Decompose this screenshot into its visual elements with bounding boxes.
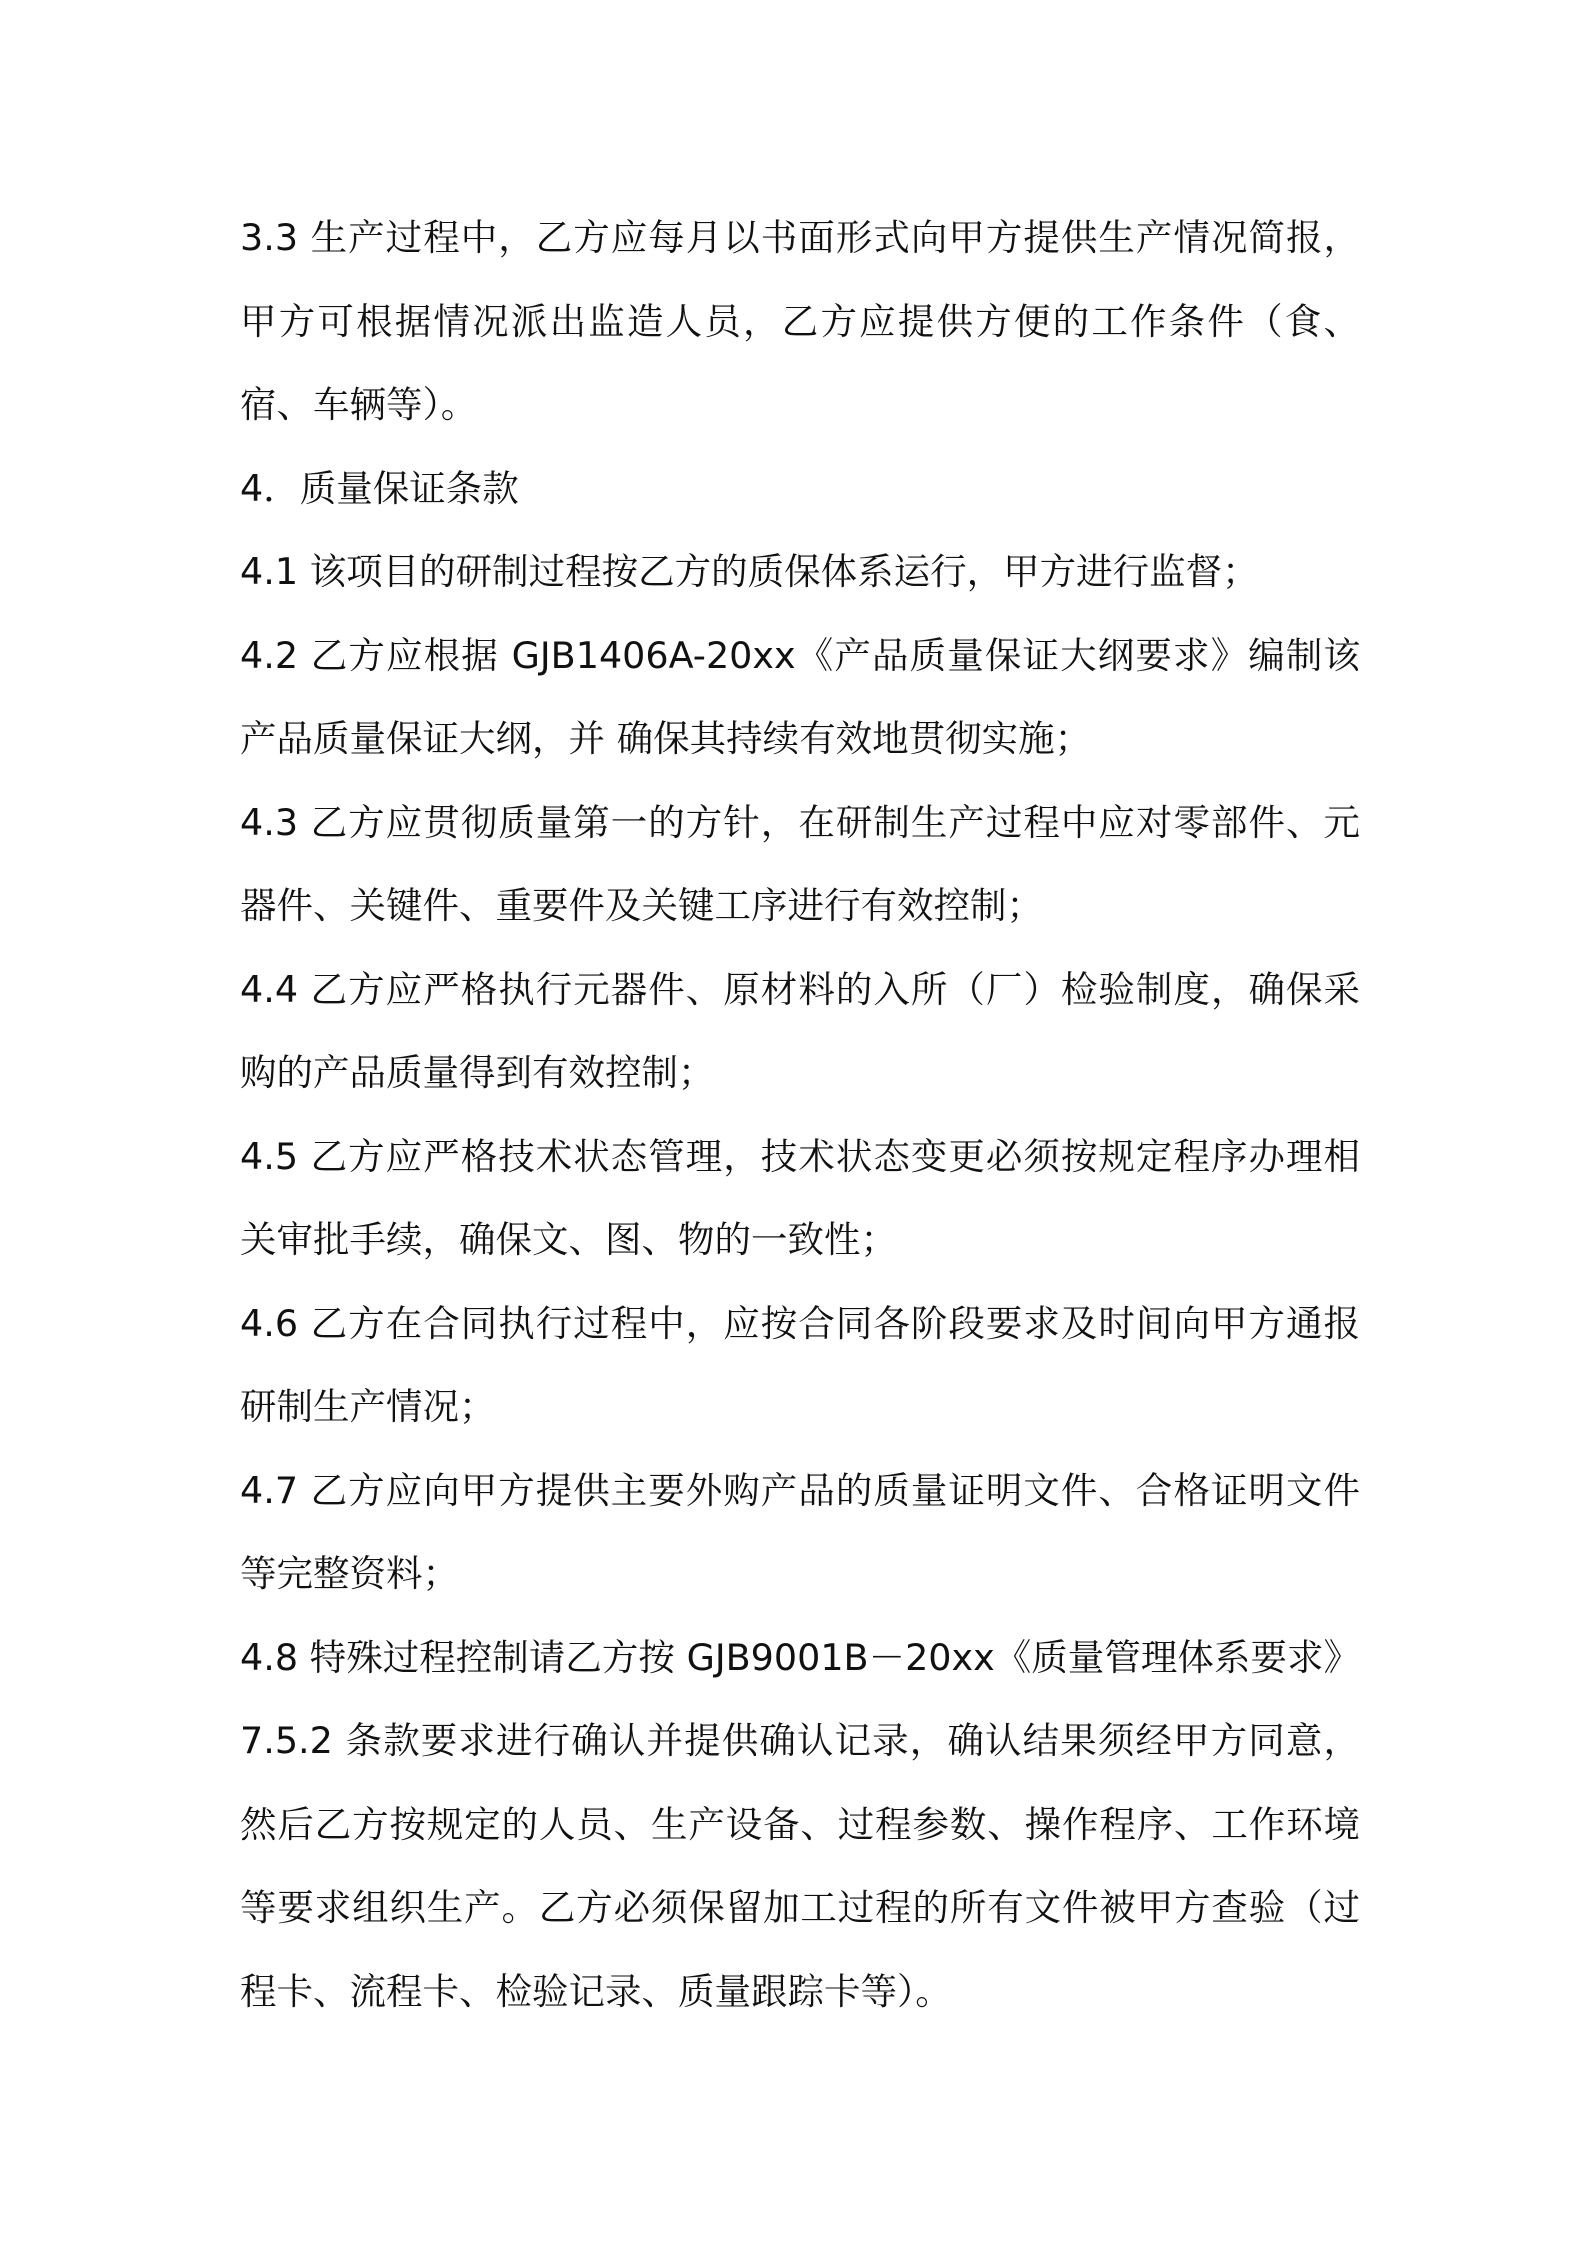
paragraph-3-3: 3.3 生产过程中，乙方应每月以书面形式向甲方提供生产情况简报，甲方可根据情况派出监造人员，乙方应提供方便的工作条件（食、宿、车辆等）。 bbox=[240, 216, 1360, 426]
paragraph-4-6: 4.6 乙方在合同执行过程中，应按合同各阶段要求及时间向甲方通报研制生产情况； bbox=[240, 1301, 1360, 1428]
paragraph-4-1: 4.1 该项目的研制过程按乙方的质保体系运行，甲方进行监督； bbox=[240, 550, 1259, 593]
document-body bbox=[240, 196, 1360, 2033]
paragraph-4-4: 4.4 乙方应严格执行元器件、原材料的入所（厂）检验制度，确保采购的产品质量得到有效控制； bbox=[240, 967, 1360, 1094]
paragraph-4-5: 4.5 乙方应严格技术状态管理，技术状态变更必须按规定程序办理相关审批手续，确保文、图、物的一致性； bbox=[240, 1134, 1360, 1261]
paragraph-4-3: 4.3 乙方应贯彻质量第一的方针，在研制生产过程中应对零部件、元器件、关键件、重要件及关键工序进行有效控制； bbox=[240, 800, 1360, 927]
paragraph-4-2: 4.2 乙方应根据 GJB1406A-20xx《产品质量保证大纲要求》编制该产品质量保证大纲，并 确保其持续有效地贯彻实施； bbox=[240, 633, 1360, 760]
paragraph-4-8: 4.8 特殊过程控制请乙方按 GJB9001B－20xx《质量管理体系要求》7.5.2 条款要求进行确认并提供确认记录，确认结果须经甲方同意，然后乙方按规定的人员、生产设备、过程参数、操作程序、工作环境等要求组织生产。乙方必须保留加工过程的所有文件被甲方查验（过程卡、流程卡、检验记录、质量跟踪卡等）。 bbox=[240, 1635, 1360, 2013]
paragraph-4-7: 4.7 乙方应向甲方提供主要外购产品的质量证明文件、合格证明文件等完整资料； bbox=[240, 1468, 1360, 1595]
section-heading-quality-assurance: 4．质量保证条款 bbox=[240, 466, 519, 510]
